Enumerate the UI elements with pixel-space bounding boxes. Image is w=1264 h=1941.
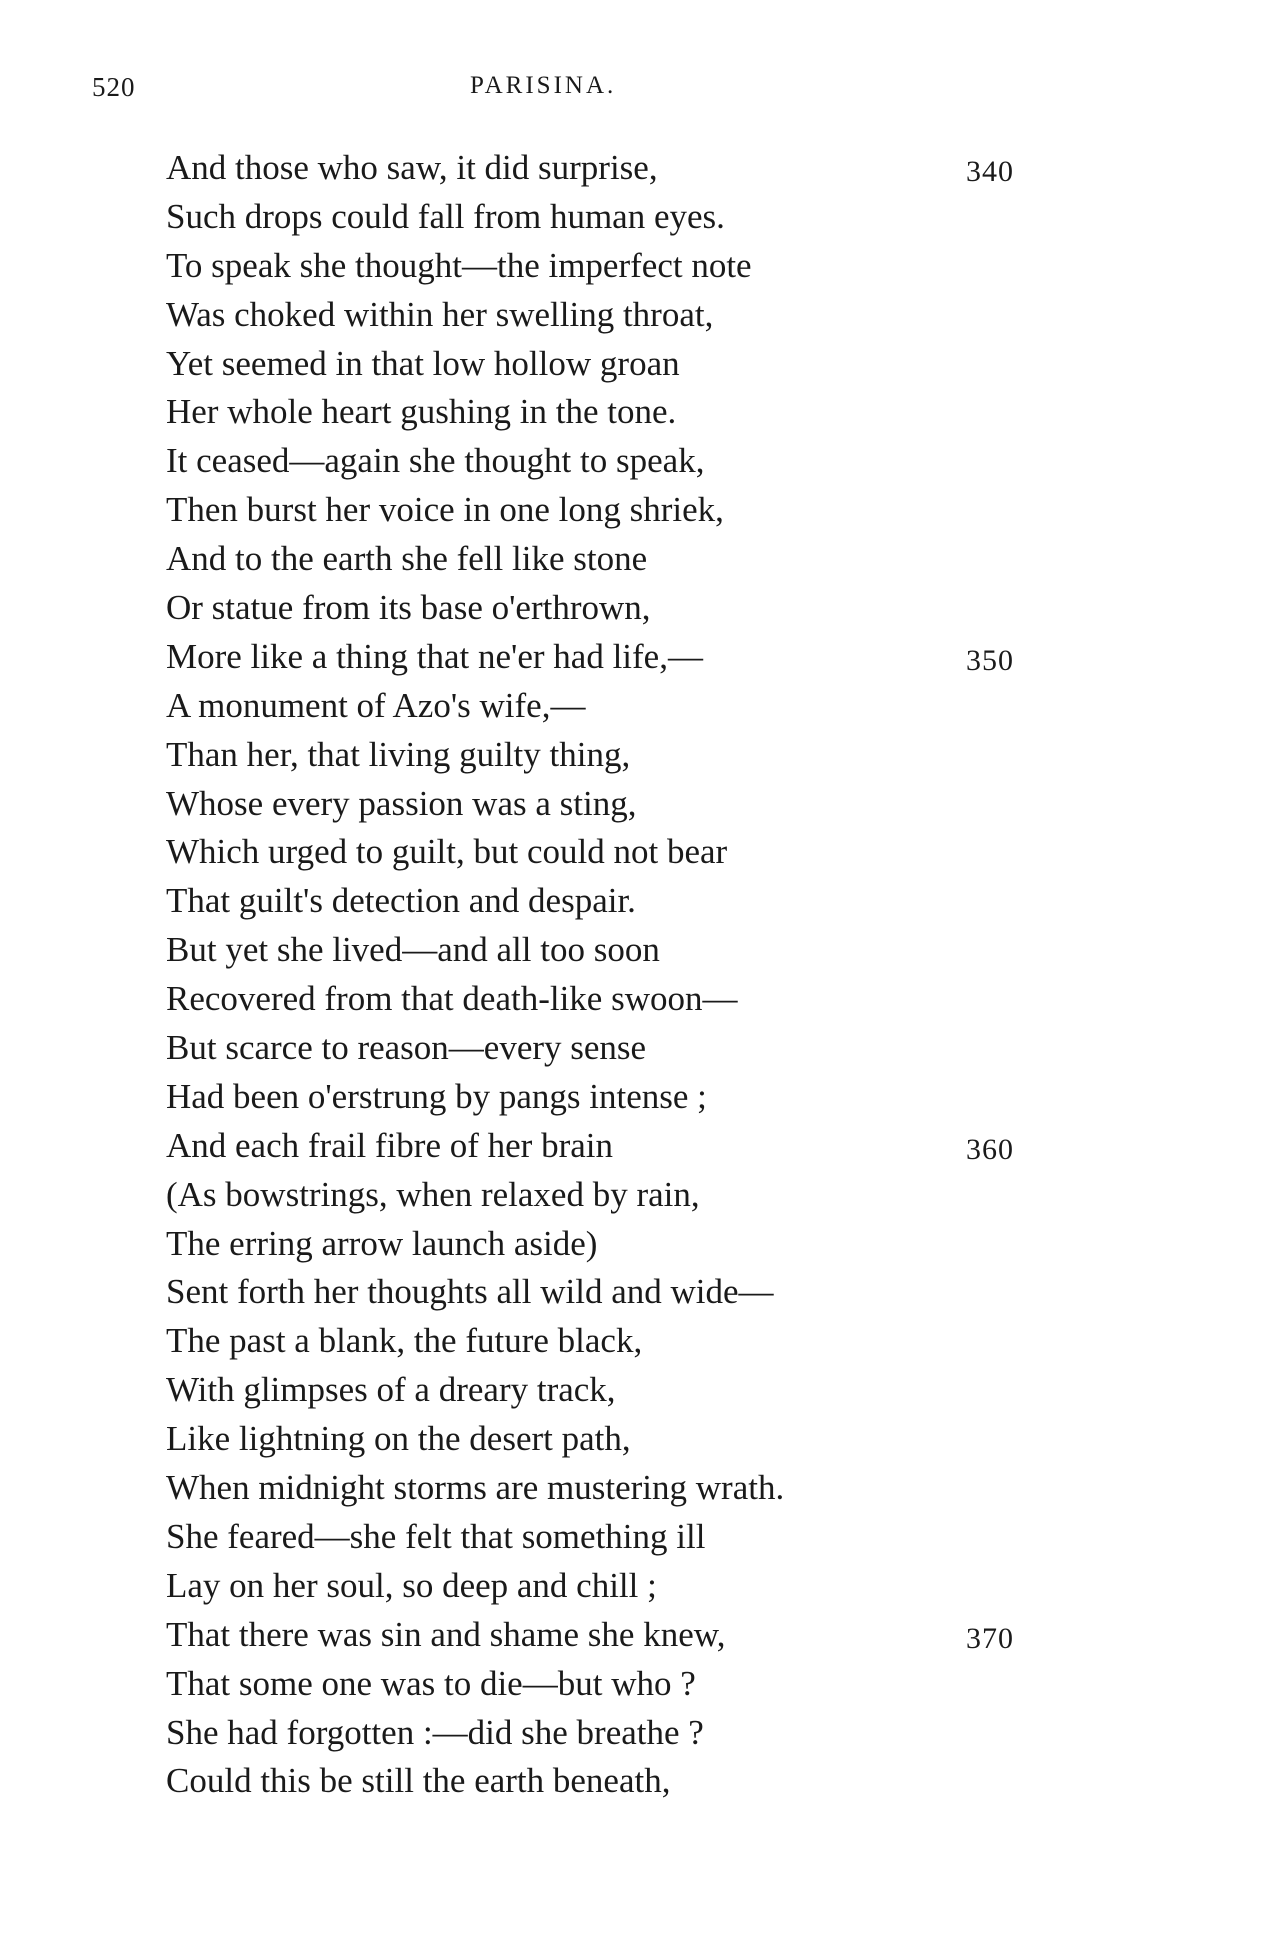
poem-line: [166, 633, 1066, 682]
poem-line-text: Or statue from its base o'erthrown,: [166, 588, 651, 628]
poem-line: [166, 1562, 1066, 1611]
poem-line-text: Lay on her soul, so deep and chill ;: [166, 1565, 657, 1605]
poem-line: [166, 1513, 1066, 1562]
poem-line-text: A monument of Azo's wife,—: [166, 685, 586, 725]
poem-line: [166, 1122, 1066, 1171]
poem-line: [166, 1660, 1066, 1709]
poem-line-text: Recovered from that death-like swoon—: [166, 979, 738, 1019]
poem-line: [166, 975, 1066, 1024]
poem-line-text: The erring arrow launch aside): [166, 1223, 598, 1263]
poem-line-text: And those who saw, it did surprise,: [166, 148, 658, 187]
poem-line-text: Than her, that living guilty thing,: [166, 734, 631, 774]
poem-line: [166, 1024, 1066, 1073]
poem-line-text: That some one was to die—but who ?: [166, 1663, 696, 1703]
poem-line-text: When midnight storms are mustering wrath.: [166, 1468, 785, 1508]
poem-line: [166, 1415, 1066, 1464]
poem-line-text: The past a blank, the future black,: [166, 1321, 643, 1361]
poem-line: [166, 877, 1066, 926]
poem-line: [166, 926, 1066, 975]
poem-line-text: To speak she thought—the imperfect note: [166, 245, 752, 285]
poem-line: [166, 1757, 1066, 1806]
poem-line: [166, 340, 1066, 389]
line-number: 350: [966, 643, 1014, 677]
poem-line: [166, 1611, 1066, 1660]
poem-line-text: And to the earth she fell like stone: [166, 539, 648, 579]
line-number: 360: [966, 1132, 1014, 1166]
poem-line-text: Was choked within her swelling throat,: [166, 294, 714, 334]
page-header: [0, 72, 1264, 112]
poem-line: [166, 1317, 1066, 1366]
poem-line-text: Such drops could fall from human eyes.: [166, 196, 725, 236]
poem-line: [166, 584, 1066, 633]
line-number: 370: [966, 1621, 1014, 1655]
poem-line: [166, 1268, 1066, 1317]
poem-line-text: Yet seemed in that low hollow groan: [166, 343, 680, 383]
poem-line: [166, 1171, 1066, 1220]
poem-line-text: With glimpses of a dreary track,: [166, 1370, 616, 1410]
poem-line-text: She had forgotten :—did she breathe ?: [166, 1712, 704, 1752]
poem-line: [166, 682, 1066, 731]
poem-line: [166, 388, 1066, 437]
poem-line-text: It ceased—again she thought to speak,: [166, 441, 705, 481]
poem-line: [166, 1073, 1066, 1122]
page-number: 520: [92, 72, 136, 102]
poem-line: [166, 242, 1066, 291]
poem-line: [166, 144, 1066, 193]
poem-line: [166, 1220, 1066, 1269]
poem-line: [166, 828, 1066, 877]
poem-line: [166, 731, 1066, 780]
poem-line-text: And each frail fibre of her brain: [166, 1125, 614, 1165]
poem-line: [166, 193, 1066, 242]
poem-line: [166, 1709, 1066, 1758]
poem-line-text: She feared—she felt that something ill: [166, 1516, 706, 1556]
poem-line-text: Could this be still the earth beneath,: [166, 1761, 671, 1801]
poem-line-text: Her whole heart gushing in the tone.: [166, 392, 677, 432]
poem-line: [166, 535, 1066, 584]
poem-line-text: Sent forth her thoughts all wild and wide—: [166, 1272, 774, 1312]
poem-line-text: That guilt's detection and despair.: [166, 881, 636, 921]
poem-line-text: But scarce to reason—every sense: [166, 1028, 647, 1068]
poem-line-text: But yet she lived—and all too soon: [166, 930, 660, 970]
poem-line: [166, 291, 1066, 340]
poem-line: [166, 1464, 1066, 1513]
poem-line-text: (As bowstrings, when relaxed by rain,: [166, 1174, 700, 1214]
poem-line-text: Then burst her voice in one long shriek,: [166, 490, 724, 530]
poem-line-text: More like a thing that ne'er had life,—: [166, 636, 703, 676]
poem-line-text: Whose every passion was a sting,: [166, 783, 637, 823]
poem-line: [166, 1366, 1066, 1415]
poem-line-text: Like lightning on the desert path,: [166, 1419, 631, 1459]
poem-line-text: Had been o'erstrung by pangs intense ;: [166, 1076, 707, 1116]
poem-line-text: Which urged to guilt, but could not bear: [166, 832, 728, 872]
line-number: 340: [966, 155, 1014, 188]
poem-line: [166, 780, 1066, 829]
running-title: PARISINA.: [470, 72, 617, 99]
poem-body: [166, 144, 1066, 1806]
poem-line: [166, 437, 1066, 486]
poem-line: [166, 486, 1066, 535]
poem-line-text: That there was sin and shame she knew,: [166, 1614, 726, 1654]
